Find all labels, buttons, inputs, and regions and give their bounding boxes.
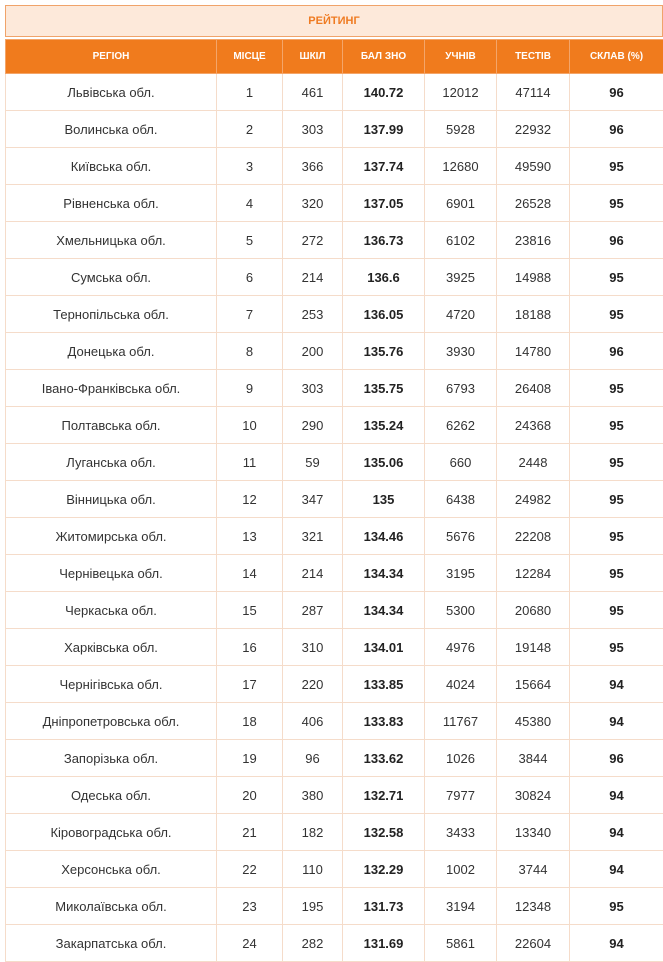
tests-cell: 24368	[497, 407, 570, 444]
schools-cell: 59	[283, 444, 343, 481]
table-body	[6, 74, 663, 962]
place-cell: 22	[217, 851, 283, 888]
students-cell: 12012	[425, 74, 497, 111]
students-cell: 7977	[425, 777, 497, 814]
column-header-students[interactable]: УЧНІВ	[425, 40, 497, 74]
score-cell: 137.99	[343, 111, 425, 148]
place-cell: 13	[217, 518, 283, 555]
pct-cell: 95	[570, 148, 663, 185]
score-cell: 131.73	[343, 888, 425, 925]
table-row	[6, 259, 663, 296]
students-cell: 3194	[425, 888, 497, 925]
region-cell: Запорізька обл.	[6, 740, 217, 777]
schools-cell: 310	[283, 629, 343, 666]
pct-cell: 95	[570, 185, 663, 222]
place-cell: 3	[217, 148, 283, 185]
tests-cell: 24982	[497, 481, 570, 518]
schools-cell: 200	[283, 333, 343, 370]
place-cell: 1	[217, 74, 283, 111]
schools-cell: 214	[283, 555, 343, 592]
schools-cell: 320	[283, 185, 343, 222]
pct-cell: 95	[570, 592, 663, 629]
pct-cell: 96	[570, 74, 663, 111]
schools-cell: 290	[283, 407, 343, 444]
students-cell: 660	[425, 444, 497, 481]
students-cell: 1026	[425, 740, 497, 777]
place-cell: 14	[217, 555, 283, 592]
column-header-schools[interactable]: ШКІЛ	[283, 40, 343, 74]
table-row	[6, 222, 663, 259]
table-row	[6, 407, 663, 444]
place-cell: 6	[217, 259, 283, 296]
tests-cell: 18188	[497, 296, 570, 333]
students-cell: 4976	[425, 629, 497, 666]
students-cell: 3930	[425, 333, 497, 370]
pct-cell: 95	[570, 444, 663, 481]
region-cell: Львівська обл.	[6, 74, 217, 111]
table-row	[6, 888, 663, 925]
score-cell: 135.76	[343, 333, 425, 370]
table-row	[6, 111, 663, 148]
schools-cell: 303	[283, 111, 343, 148]
schools-cell: 220	[283, 666, 343, 703]
region-cell: Чернівецька обл.	[6, 555, 217, 592]
schools-cell: 214	[283, 259, 343, 296]
table-row	[6, 444, 663, 481]
table-row	[6, 370, 663, 407]
region-cell: Вінницька обл.	[6, 481, 217, 518]
students-cell: 3433	[425, 814, 497, 851]
tests-cell: 20680	[497, 592, 570, 629]
column-header-tests[interactable]: ТЕСТІВ	[497, 40, 570, 74]
students-cell: 12680	[425, 148, 497, 185]
pct-cell: 96	[570, 222, 663, 259]
score-cell: 135.75	[343, 370, 425, 407]
score-cell: 134.46	[343, 518, 425, 555]
students-cell: 11767	[425, 703, 497, 740]
header-row	[6, 40, 663, 74]
region-cell: Дніпропетровська обл.	[6, 703, 217, 740]
place-cell: 11	[217, 444, 283, 481]
table-row	[6, 555, 663, 592]
rating-table	[5, 39, 663, 962]
pct-cell: 95	[570, 481, 663, 518]
region-cell: Волинська обл.	[6, 111, 217, 148]
schools-cell: 110	[283, 851, 343, 888]
table-row	[6, 333, 663, 370]
table-row	[6, 703, 663, 740]
region-cell: Чернігівська обл.	[6, 666, 217, 703]
students-cell: 6262	[425, 407, 497, 444]
region-cell: Сумська обл.	[6, 259, 217, 296]
schools-cell: 321	[283, 518, 343, 555]
place-cell: 9	[217, 370, 283, 407]
column-header-score[interactable]: БАЛ ЗНО	[343, 40, 425, 74]
region-cell: Закарпатська обл.	[6, 925, 217, 962]
tests-cell: 12348	[497, 888, 570, 925]
tests-cell: 2448	[497, 444, 570, 481]
score-cell: 137.05	[343, 185, 425, 222]
score-cell: 132.58	[343, 814, 425, 851]
tests-cell: 19148	[497, 629, 570, 666]
schools-cell: 461	[283, 74, 343, 111]
students-cell: 5300	[425, 592, 497, 629]
place-cell: 23	[217, 888, 283, 925]
column-header-pct[interactable]: СКЛАВ (%)	[570, 40, 663, 74]
pct-cell: 95	[570, 370, 663, 407]
schools-cell: 182	[283, 814, 343, 851]
tests-cell: 23816	[497, 222, 570, 259]
schools-cell: 366	[283, 148, 343, 185]
pct-cell: 95	[570, 555, 663, 592]
pct-cell: 96	[570, 111, 663, 148]
table-row	[6, 851, 663, 888]
region-cell: Харківська обл.	[6, 629, 217, 666]
region-cell: Херсонська обл.	[6, 851, 217, 888]
students-cell: 4720	[425, 296, 497, 333]
schools-cell: 282	[283, 925, 343, 962]
schools-cell: 347	[283, 481, 343, 518]
place-cell: 17	[217, 666, 283, 703]
pct-cell: 94	[570, 851, 663, 888]
score-cell: 132.29	[343, 851, 425, 888]
place-cell: 5	[217, 222, 283, 259]
score-cell: 135.24	[343, 407, 425, 444]
table-row	[6, 185, 663, 222]
table-row	[6, 592, 663, 629]
students-cell: 5928	[425, 111, 497, 148]
tests-cell: 14988	[497, 259, 570, 296]
students-cell: 1002	[425, 851, 497, 888]
pct-cell: 94	[570, 666, 663, 703]
pct-cell: 94	[570, 814, 663, 851]
region-cell: Донецька обл.	[6, 333, 217, 370]
region-cell: Хмельницька обл.	[6, 222, 217, 259]
table-row	[6, 481, 663, 518]
region-cell: Луганська обл.	[6, 444, 217, 481]
score-cell: 132.71	[343, 777, 425, 814]
students-cell: 3925	[425, 259, 497, 296]
pct-cell: 95	[570, 259, 663, 296]
table-row	[6, 629, 663, 666]
table-row	[6, 74, 663, 111]
score-cell: 136.6	[343, 259, 425, 296]
students-cell: 3195	[425, 555, 497, 592]
place-cell: 4	[217, 185, 283, 222]
rating-widget	[5, 5, 663, 962]
students-cell: 5861	[425, 925, 497, 962]
score-cell: 134.01	[343, 629, 425, 666]
place-cell: 10	[217, 407, 283, 444]
table-row	[6, 148, 663, 185]
tests-cell: 26408	[497, 370, 570, 407]
place-cell: 12	[217, 481, 283, 518]
table-row	[6, 666, 663, 703]
schools-cell: 303	[283, 370, 343, 407]
schools-cell: 272	[283, 222, 343, 259]
place-cell: 2	[217, 111, 283, 148]
tests-cell: 3744	[497, 851, 570, 888]
region-cell: Миколаївська обл.	[6, 888, 217, 925]
schools-cell: 380	[283, 777, 343, 814]
tests-cell: 47114	[497, 74, 570, 111]
place-cell: 8	[217, 333, 283, 370]
region-cell: Київська обл.	[6, 148, 217, 185]
place-cell: 18	[217, 703, 283, 740]
region-cell: Рівненська обл.	[6, 185, 217, 222]
score-cell: 134.34	[343, 555, 425, 592]
pct-cell: 95	[570, 518, 663, 555]
tests-cell: 22208	[497, 518, 570, 555]
tests-cell: 22604	[497, 925, 570, 962]
table-header	[6, 40, 663, 74]
column-header-region[interactable]: РЕГІОН	[6, 40, 217, 74]
students-cell: 6793	[425, 370, 497, 407]
students-cell: 5676	[425, 518, 497, 555]
place-cell: 24	[217, 925, 283, 962]
pct-cell: 95	[570, 296, 663, 333]
region-cell: Одеська обл.	[6, 777, 217, 814]
score-cell: 131.69	[343, 925, 425, 962]
region-cell: Тернопільська обл.	[6, 296, 217, 333]
schools-cell: 253	[283, 296, 343, 333]
tests-cell: 26528	[497, 185, 570, 222]
tests-cell: 12284	[497, 555, 570, 592]
pct-cell: 94	[570, 777, 663, 814]
students-cell: 4024	[425, 666, 497, 703]
students-cell: 6102	[425, 222, 497, 259]
score-cell: 135.06	[343, 444, 425, 481]
score-cell: 133.62	[343, 740, 425, 777]
score-cell: 133.83	[343, 703, 425, 740]
tests-cell: 49590	[497, 148, 570, 185]
table-row	[6, 777, 663, 814]
score-cell: 137.74	[343, 148, 425, 185]
schools-cell: 406	[283, 703, 343, 740]
tests-cell: 30824	[497, 777, 570, 814]
score-cell: 135	[343, 481, 425, 518]
pct-cell: 95	[570, 629, 663, 666]
students-cell: 6901	[425, 185, 497, 222]
column-header-place[interactable]: МІСЦЕ	[217, 40, 283, 74]
table-row	[6, 518, 663, 555]
pct-cell: 94	[570, 703, 663, 740]
region-cell: Житомирська обл.	[6, 518, 217, 555]
place-cell: 20	[217, 777, 283, 814]
score-cell: 133.85	[343, 666, 425, 703]
tests-cell: 22932	[497, 111, 570, 148]
pct-cell: 95	[570, 407, 663, 444]
pct-cell: 96	[570, 333, 663, 370]
place-cell: 7	[217, 296, 283, 333]
pct-cell: 94	[570, 925, 663, 962]
table-row	[6, 296, 663, 333]
region-cell: Полтавська обл.	[6, 407, 217, 444]
region-cell: Кіровоградська обл.	[6, 814, 217, 851]
place-cell: 15	[217, 592, 283, 629]
table-row	[6, 740, 663, 777]
tests-cell: 45380	[497, 703, 570, 740]
table-row	[6, 814, 663, 851]
score-cell: 136.73	[343, 222, 425, 259]
pct-cell: 96	[570, 740, 663, 777]
students-cell: 6438	[425, 481, 497, 518]
schools-cell: 96	[283, 740, 343, 777]
score-cell: 134.34	[343, 592, 425, 629]
score-cell: 140.72	[343, 74, 425, 111]
schools-cell: 195	[283, 888, 343, 925]
place-cell: 16	[217, 629, 283, 666]
region-cell: Івано-Франківська обл.	[6, 370, 217, 407]
place-cell: 21	[217, 814, 283, 851]
tests-cell: 14780	[497, 333, 570, 370]
score-cell: 136.05	[343, 296, 425, 333]
rating-title: РЕЙТИНГ	[5, 5, 663, 37]
tests-cell: 15664	[497, 666, 570, 703]
tests-cell: 3844	[497, 740, 570, 777]
schools-cell: 287	[283, 592, 343, 629]
place-cell: 19	[217, 740, 283, 777]
tests-cell: 13340	[497, 814, 570, 851]
region-cell: Черкаська обл.	[6, 592, 217, 629]
pct-cell: 95	[570, 888, 663, 925]
